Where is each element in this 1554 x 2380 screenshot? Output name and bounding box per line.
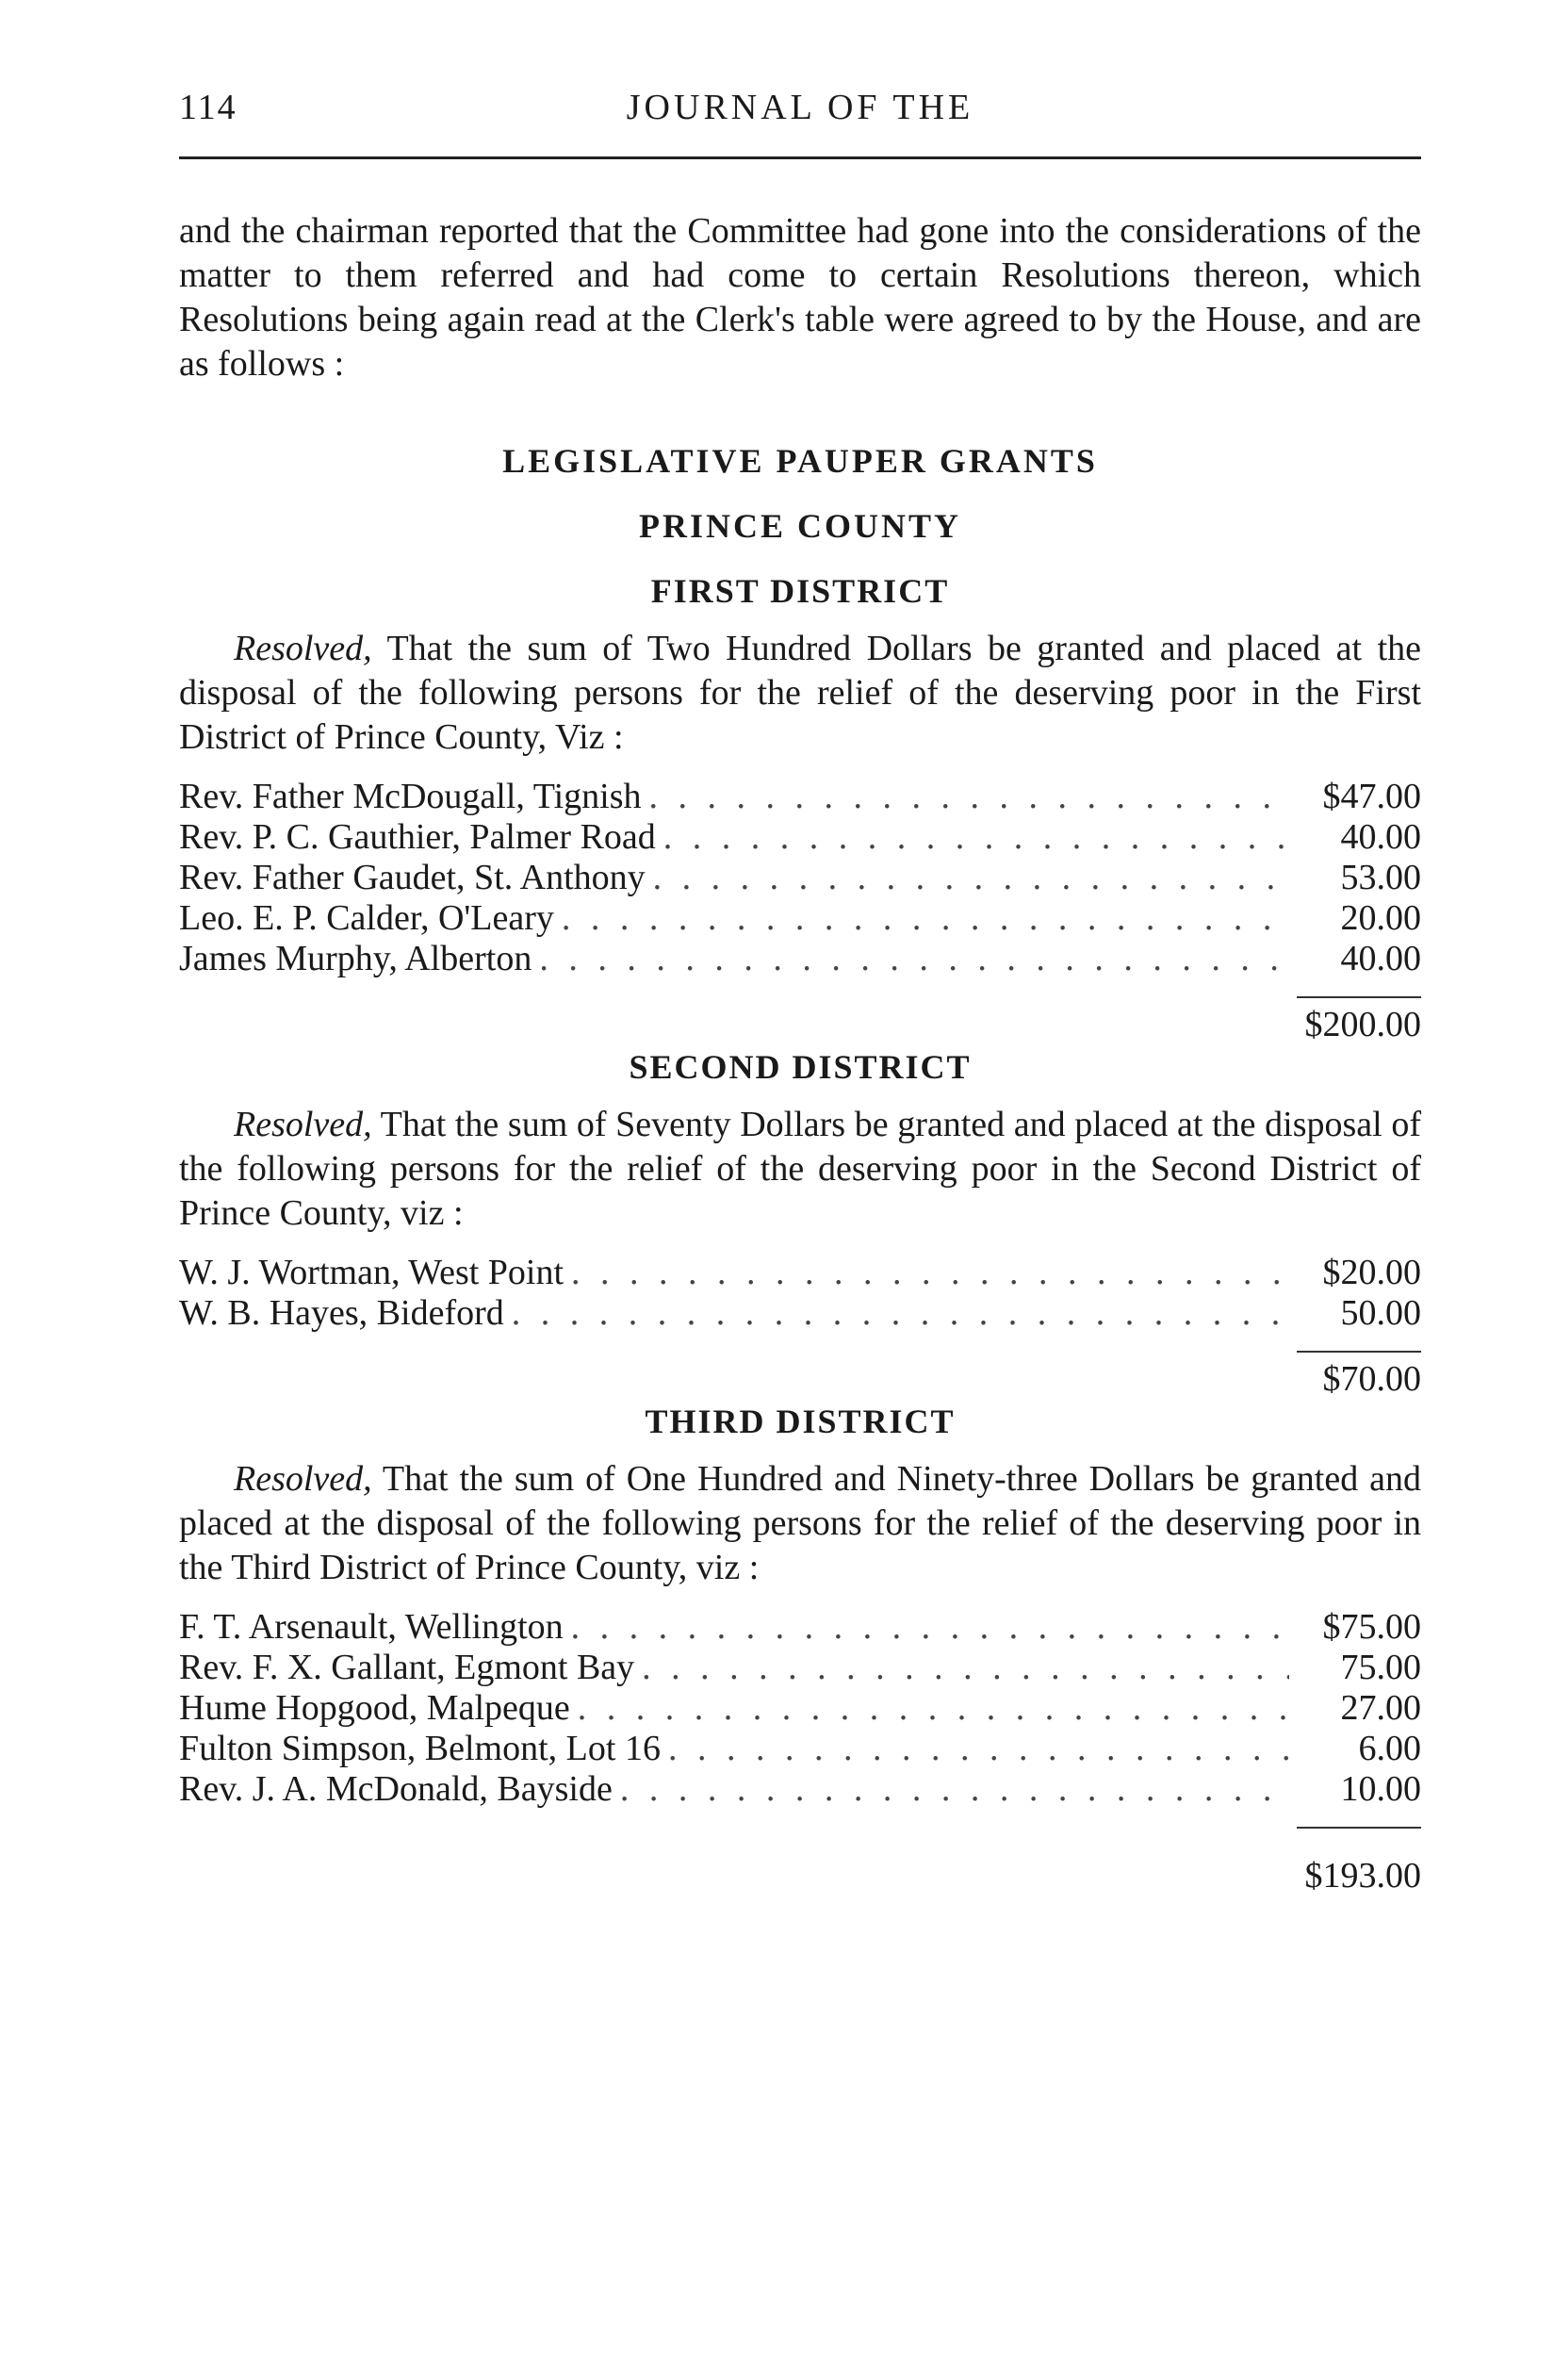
district-heading-third: THIRD DISTRICT [645,1403,956,1440]
grant-row [179,817,1421,858]
grant-amount: $75.00 [1322,1607,1421,1647]
grant-amount: $47.00 [1322,777,1421,816]
page-body [179,209,1421,1902]
resolution-second [179,1103,1421,1236]
grant-row [179,1729,1421,1769]
leader-dots [571,1607,1289,1648]
grant-amount: 50.00 [1340,1293,1421,1333]
district-heading-first: FIRST DISTRICT [650,572,950,610]
running-header [179,87,1421,134]
resolved-label: Resolved, [234,629,372,668]
grantee-name: W. J. Wortman, West Point [179,1253,564,1292]
grant-amount: 40.00 [1340,939,1421,978]
grantee-name: Rev. Father McDougall, Tignish [179,777,642,816]
leader-dots [668,1729,1289,1769]
grantee-name: F. T. Arsenault, Wellington [179,1607,564,1647]
leader-dots [512,1293,1289,1334]
grant-amount: 20.00 [1340,898,1421,938]
grant-row [179,1253,1421,1293]
grant-row [179,1293,1421,1334]
grant-amount: 75.00 [1340,1648,1421,1687]
grant-row [179,1607,1421,1648]
resolution-first [179,627,1421,760]
leader-dots [571,1253,1289,1293]
resolution-text: That the sum of Two Hundred Dollars be granted and placed at the disposal of the following persons for the relief of the deserving poor in the First District of Prince County, Viz : [179,629,1421,757]
grant-row [179,1648,1421,1688]
leader-dots [642,1648,1289,1688]
running-title: JOURNAL OF THE [626,88,974,127]
county-title: PRINCE COUNTY [638,507,961,545]
resolved-label: Resolved, [234,1105,372,1144]
intro-paragraph: and the chairman reported that the Committee had gone into the considerations of the matter to them referred and had come to certain Resolutions thereon, which Resolutions being again read at the Clerk's table were agreed to by the House, and are as follows : [179,211,1421,384]
grant-amount: 40.00 [1340,817,1421,857]
page-number: 114 [179,88,237,127]
grant-row [179,939,1421,979]
grant-row [179,777,1421,817]
grantee-name: Rev. Father Gaudet, St. Anthony [179,858,646,897]
grantee-name: W. B. Hayes, Bideford [179,1293,504,1333]
resolution-text: That the sum of One Hundred and Ninety-three Dollars be granted and placed at the disposal of the following persons for the relief of the deserving poor in the Third District of Prince County, viz : [179,1459,1421,1587]
total-rule [1297,1827,1421,1829]
grant-amount: 53.00 [1340,858,1421,897]
grant-amount: 27.00 [1340,1688,1421,1728]
leader-dots [653,858,1289,898]
district-total-third: $193.00 [1304,1856,1421,1896]
grant-amount: 10.00 [1340,1769,1421,1809]
leader-dots [578,1688,1289,1729]
grant-list-first [179,777,1421,979]
district-total-first: $200.00 [1304,1005,1421,1044]
district-heading-second: SECOND DISTRICT [629,1048,972,1086]
grantee-name: Rev. P. C. Gauthier, Palmer Road [179,817,656,857]
grant-row [179,1688,1421,1729]
grant-amount: 6.00 [1358,1729,1421,1768]
grantee-name: Leo. E. P. Calder, O'Leary [179,898,554,938]
grantee-name: Rev. J. A. McDonald, Bayside [179,1769,613,1809]
district-total-second: $70.00 [1322,1359,1421,1399]
grant-row [179,858,1421,898]
section-title: LEGISLATIVE PAUPER GRANTS [502,442,1098,480]
grantee-name: James Murphy, Alberton [179,939,532,978]
grant-row [179,898,1421,939]
grant-amount: $20.00 [1322,1253,1421,1292]
leader-dots [620,1769,1289,1810]
leader-dots [539,939,1289,979]
resolution-third [179,1457,1421,1590]
resolved-label: Resolved, [234,1459,372,1499]
leader-dots [649,777,1290,817]
grantee-name: Rev. F. X. Gallant, Egmont Bay [179,1648,635,1687]
header-rule [179,156,1421,159]
resolution-text: That the sum of Seventy Dollars be granted and placed at the disposal of the following persons for the relief of the deserving poor in the Second District of Prince County, viz : [179,1105,1421,1233]
grantee-name: Hume Hopgood, Malpeque [179,1688,570,1728]
leader-dots [663,817,1289,858]
grant-list-third [179,1607,1421,1810]
leader-dots [562,898,1289,939]
grant-list-second [179,1253,1421,1334]
grant-row [179,1769,1421,1810]
grantee-name: Fulton Simpson, Belmont, Lot 16 [179,1729,661,1768]
